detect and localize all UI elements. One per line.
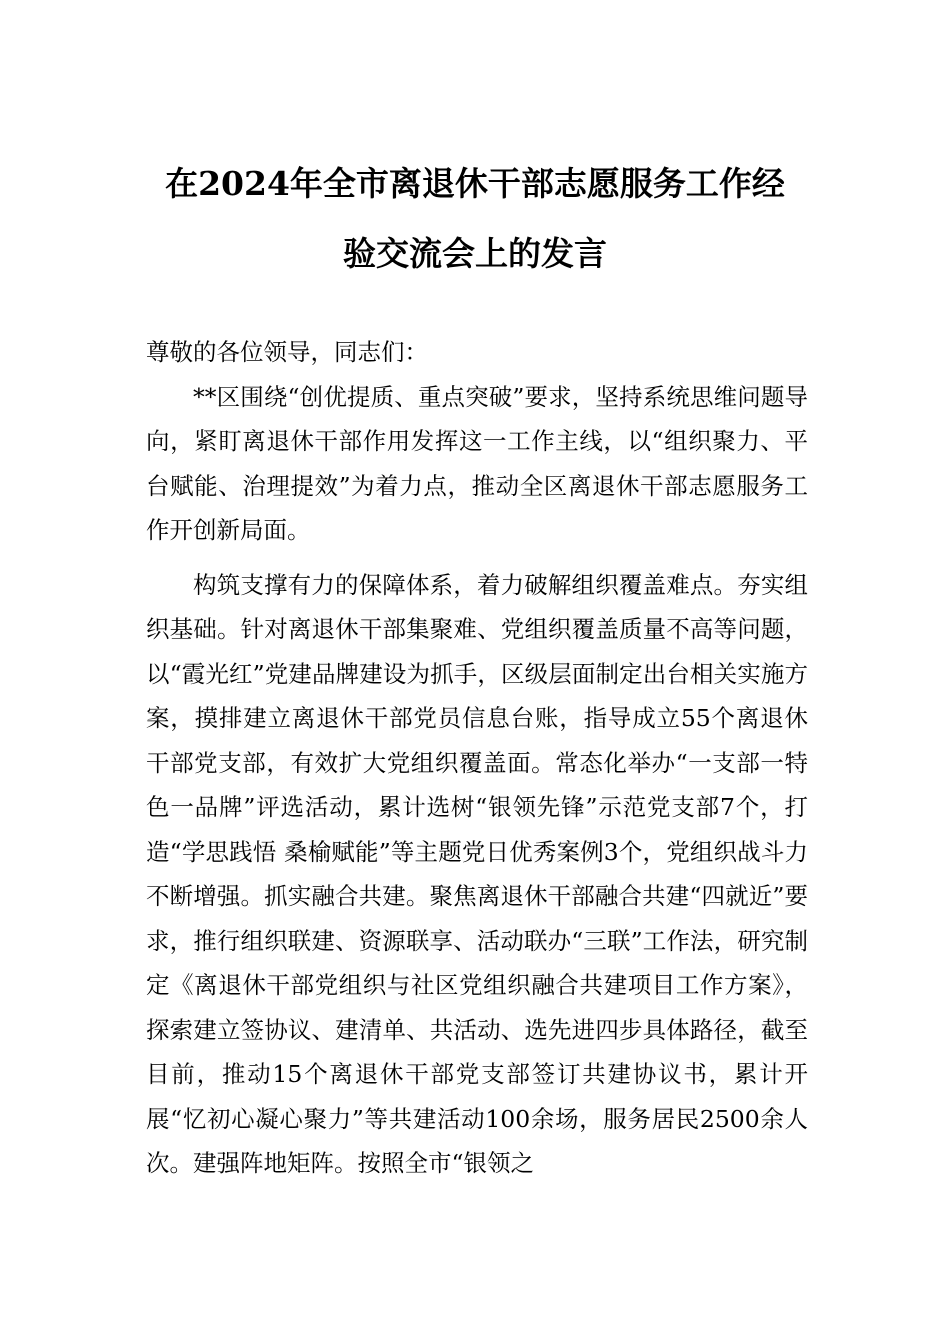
paragraph-main: 构筑支撑有力的保障体系，着力破解组织覆盖难点。夯实组织基础。针对离退休干部集聚难、党组织覆盖质量不高等问题，以“霞光红”党建品牌建设为抓手，区级层面制定出台相关实施方案，摸排建立离退休干部党员信息台账，指导成立55个离退休干部党支部，有效扩大党组织覆盖面。常态化举办“一支部一特色一品牌”评选活动，累计选树“银领先锋”示范党支部7个，打造“学思践悟 桑榆赋能”等主题党日优秀案例3个，党组织战斗力不断增强。抓实融合共建。聚焦离退休干部融合共建“四就近”要求，推行组织联建、资源联享、活动联办“三联”工作法，研究制定《离退休干部党组织与社区党组织融合共建项目工作方案》，探索建立签协议、建清单、共活动、选先进四步具体路径，截至目前，推动15个离退休干部党支部签订共建协议书，累计开展“忆初心凝心聚力”等共建活动100余场，服务居民2500余人次。建强阵地矩阵。按照全市“银领之 xyxy=(146,570,808,1177)
document-title-line-2: 验交流会上的发言 xyxy=(343,234,607,273)
document-title-line-1: 在2024年全市离退休干部志愿服务工作经 xyxy=(165,164,785,203)
paragraph-intro: **区围绕“创优提质、重点突破”要求，坚持系统思维问题导向，紧盯离退休干部作用发挥这一工作主线，以“组织聚力、平台赋能、治理提效”为着力点，推动全区离退休干部志愿服务工作开创新局面。 xyxy=(146,382,808,544)
salutation: 尊敬的各位领导，同志们： xyxy=(146,338,428,366)
document-body xyxy=(146,330,808,1186)
